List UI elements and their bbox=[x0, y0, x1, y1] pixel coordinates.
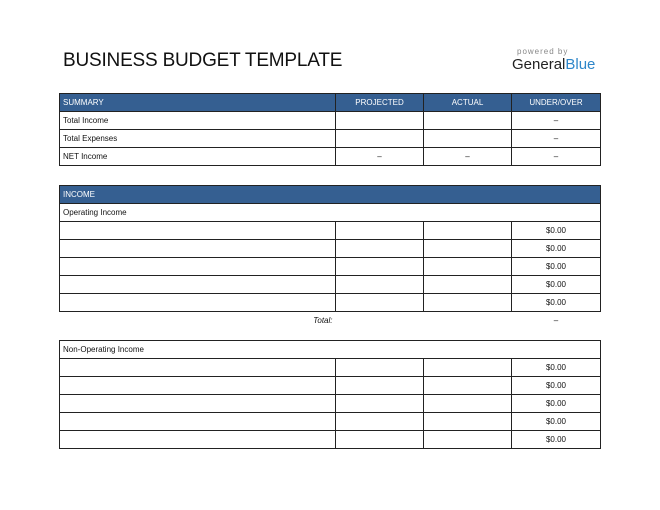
cell[interactable] bbox=[60, 377, 336, 395]
row-label[interactable]: NET Income bbox=[60, 148, 336, 166]
cell[interactable] bbox=[60, 395, 336, 413]
cell[interactable] bbox=[424, 276, 512, 294]
cell[interactable]: $0.00 bbox=[512, 258, 601, 276]
non-operating-income-table bbox=[59, 340, 601, 449]
cell[interactable] bbox=[60, 222, 336, 240]
cell[interactable] bbox=[336, 222, 424, 240]
table-row bbox=[60, 148, 601, 166]
cell[interactable]: $0.00 bbox=[512, 413, 601, 431]
cell[interactable] bbox=[336, 413, 424, 431]
table-row bbox=[60, 395, 601, 413]
cell[interactable]: $0.00 bbox=[512, 395, 601, 413]
cell[interactable] bbox=[424, 395, 512, 413]
income-header: INCOME bbox=[60, 186, 601, 204]
header-actual: ACTUAL bbox=[424, 94, 512, 112]
cell[interactable] bbox=[424, 240, 512, 258]
cell[interactable] bbox=[424, 377, 512, 395]
cell[interactable] bbox=[60, 413, 336, 431]
table-row bbox=[60, 377, 601, 395]
row-label[interactable]: Total Income bbox=[60, 112, 336, 130]
table-row bbox=[60, 359, 601, 377]
cell[interactable]: $0.00 bbox=[512, 240, 601, 258]
cell[interactable] bbox=[60, 240, 336, 258]
summary-table bbox=[59, 93, 601, 166]
cell[interactable]: – bbox=[512, 112, 601, 130]
table-row bbox=[60, 413, 601, 431]
cell[interactable]: $0.00 bbox=[512, 294, 601, 312]
cell[interactable] bbox=[60, 276, 336, 294]
row-label[interactable]: Total Expenses bbox=[60, 130, 336, 148]
brand-name-part: General bbox=[512, 56, 566, 73]
cell[interactable]: – bbox=[424, 148, 512, 166]
powered-by-label: powered by bbox=[517, 47, 569, 56]
cell[interactable] bbox=[336, 294, 424, 312]
cell[interactable] bbox=[336, 240, 424, 258]
table-row bbox=[60, 222, 601, 240]
cell[interactable] bbox=[336, 276, 424, 294]
cell[interactable] bbox=[60, 431, 336, 449]
header-summary: SUMMARY bbox=[60, 94, 336, 112]
cell[interactable] bbox=[336, 377, 424, 395]
cell[interactable] bbox=[336, 395, 424, 413]
cell[interactable] bbox=[336, 258, 424, 276]
non-operating-income-label: Non-Operating Income bbox=[60, 341, 601, 359]
cell[interactable] bbox=[336, 431, 424, 449]
generalblue-logo bbox=[512, 56, 595, 73]
brand-name-part: Blue bbox=[565, 56, 596, 73]
cell[interactable]: $0.00 bbox=[512, 359, 601, 377]
table-row bbox=[60, 276, 601, 294]
cell[interactable] bbox=[60, 294, 336, 312]
cell[interactable] bbox=[424, 359, 512, 377]
cell[interactable] bbox=[424, 222, 512, 240]
cell[interactable] bbox=[424, 413, 512, 431]
cell[interactable]: $0.00 bbox=[512, 222, 601, 240]
cell[interactable]: – bbox=[336, 148, 424, 166]
table-row bbox=[60, 431, 601, 449]
summary-header-row bbox=[60, 94, 601, 112]
cell[interactable] bbox=[424, 130, 512, 148]
header-projected: PROJECTED bbox=[336, 94, 424, 112]
cell[interactable] bbox=[424, 258, 512, 276]
cell[interactable] bbox=[424, 112, 512, 130]
cell[interactable] bbox=[336, 112, 424, 130]
operating-income-table bbox=[59, 185, 601, 329]
cell[interactable]: $0.00 bbox=[512, 431, 601, 449]
cell[interactable] bbox=[424, 431, 512, 449]
header-under-over: UNDER/OVER bbox=[512, 94, 601, 112]
cell[interactable] bbox=[60, 258, 336, 276]
operating-income-label: Operating Income bbox=[60, 204, 601, 222]
total-value: – bbox=[553, 316, 559, 325]
cell[interactable] bbox=[424, 294, 512, 312]
page-title: BUSINESS BUDGET TEMPLATE bbox=[63, 50, 343, 71]
table-row bbox=[60, 258, 601, 276]
table-row bbox=[60, 130, 601, 148]
table-row bbox=[60, 294, 601, 312]
total-row bbox=[60, 312, 601, 330]
total-label: Total: bbox=[313, 316, 333, 325]
cell[interactable]: – bbox=[512, 130, 601, 148]
cell[interactable]: $0.00 bbox=[512, 377, 601, 395]
table-row bbox=[60, 240, 601, 258]
cell[interactable]: $0.00 bbox=[512, 276, 601, 294]
cell[interactable] bbox=[60, 359, 336, 377]
cell[interactable]: – bbox=[512, 148, 601, 166]
cell[interactable] bbox=[336, 130, 424, 148]
cell[interactable] bbox=[336, 359, 424, 377]
table-row bbox=[60, 112, 601, 130]
